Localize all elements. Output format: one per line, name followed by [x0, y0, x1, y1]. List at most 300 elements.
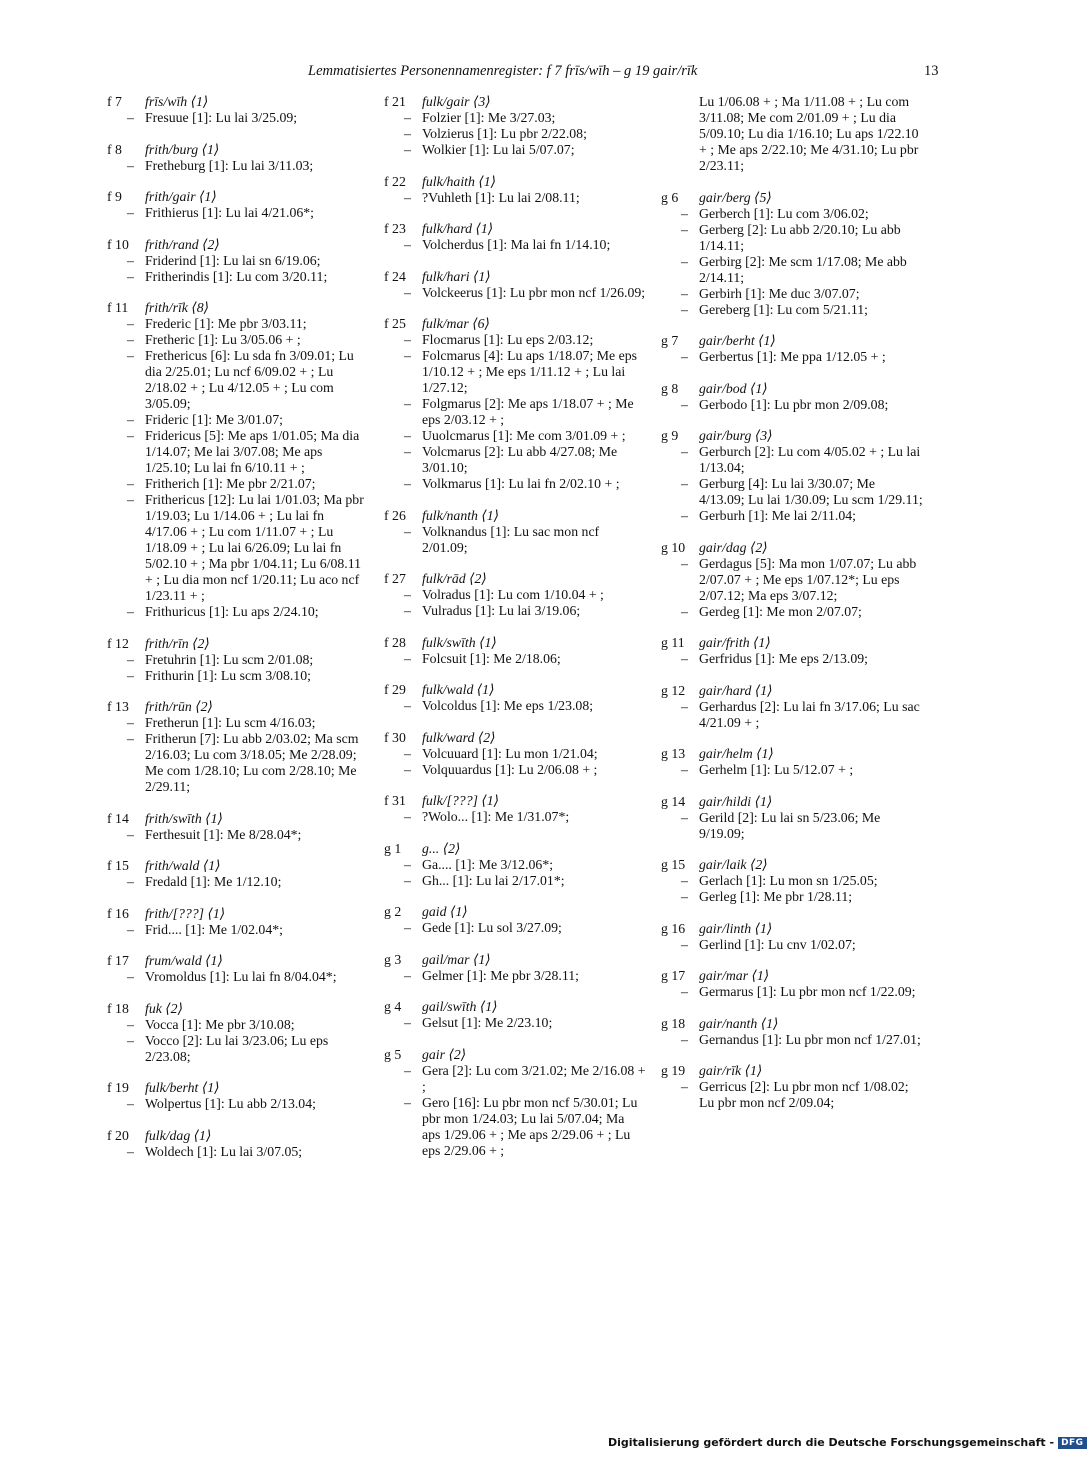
register-entry	[384, 174, 646, 206]
subentry	[107, 428, 369, 476]
entry-code: f 7	[107, 94, 122, 109]
subentry-dash: –	[127, 1016, 134, 1032]
subentry	[384, 651, 646, 667]
subentry-dash: –	[404, 745, 411, 761]
register-entry	[384, 904, 646, 936]
subentry-text: Folcmarus [4]: Lu aps 1/18.07; Me eps 1/10.12 + ; Me eps 1/11.12 + ; Lu lai 1/27.12;	[422, 348, 637, 395]
register-entry	[384, 1047, 646, 1159]
entry-lemma: fulk/dag ⟨1⟩	[145, 1127, 212, 1143]
entry-lemma: fulk/swīth ⟨1⟩	[422, 634, 497, 650]
entry-lemma: gail/mar ⟨1⟩	[422, 951, 491, 967]
subentry-dash: –	[127, 1032, 134, 1048]
subentry-text: Gereberg [1]: Lu com 5/21.11;	[699, 301, 868, 317]
subentry-dash: –	[681, 762, 688, 777]
register-entry	[661, 94, 923, 174]
subentry-text: Volcmarus [2]: Lu abb 4/27.08; Me 3/01.10;	[422, 444, 618, 475]
subentry-dash: –	[127, 921, 134, 937]
subentry-text: Folzier [1]: Me 3/27.03;	[422, 110, 556, 125]
subentry-dash: –	[127, 252, 134, 268]
subentry-text: Volcuuard [1]: Lu mon 1/21.04;	[422, 745, 598, 761]
subentry-text: Fretheric [1]: Lu 3/05.06 + ;	[145, 332, 301, 347]
subentry-dash: –	[127, 205, 134, 220]
subentry-dash: –	[404, 189, 411, 205]
subentry-dash: –	[681, 1079, 688, 1094]
subentry-text: Vromoldus [1]: Lu lai fn 8/04.04*;	[145, 969, 337, 984]
entry-lemma: gair/hard ⟨1⟩	[699, 682, 773, 698]
subentry-dash: –	[127, 826, 134, 842]
entry-code: g 10	[661, 539, 686, 555]
entry-code: g 1	[384, 840, 402, 856]
entry-lemma: fulk/wald ⟨1⟩	[422, 682, 495, 697]
entry-heading	[384, 174, 646, 190]
subentry-dash: –	[681, 809, 688, 825]
subentry	[661, 222, 923, 254]
entry-lemma: gair/frith ⟨1⟩	[699, 635, 771, 650]
subentry-text: Gerhelm [1]: Lu 5/12.07 + ;	[699, 762, 854, 777]
register-entry	[661, 968, 923, 1000]
entry-code: f 15	[107, 858, 129, 873]
subentry	[661, 889, 923, 905]
entry-heading	[661, 794, 923, 810]
entry-lemma: gair/dag ⟨2⟩	[699, 539, 768, 555]
subentry-dash: –	[681, 396, 688, 412]
subentry-text: Gero [16]: Lu pbr mon ncf 5/30.01; Lu pbr mon 1/24.03; Lu lai 5/07.04; Ma aps 1/29.06 + ; Me aps 2/29.06 + ; Lu eps 2/29.06 + ;	[422, 1094, 638, 1158]
subentry-dash: –	[681, 936, 688, 952]
subentry-text: Gerburh [1]: Me lai 2/11.04;	[699, 508, 856, 523]
entry-heading	[107, 906, 369, 922]
subentry	[107, 332, 369, 348]
register-entry	[661, 794, 923, 842]
subentry-text: Frid.... [1]: Me 1/02.04*;	[145, 921, 283, 937]
subentry-text: Volckeerus [1]: Lu pbr mon ncf 1/26.09;	[422, 284, 646, 300]
subentry-dash: –	[404, 284, 411, 300]
entry-lemma: frith/swīth ⟨1⟩	[145, 810, 223, 826]
subentry	[107, 1017, 369, 1033]
register-entry	[107, 636, 369, 684]
subentry-dash: –	[681, 555, 688, 571]
subentry-dash: –	[127, 412, 134, 427]
subentry	[107, 269, 369, 285]
subentry	[384, 1015, 646, 1031]
entry-lemma: gair/bod ⟨1⟩	[699, 380, 768, 396]
subentry-text: Gerburg [4]: Lu lai 3/30.07; Me 4/13.09; Lu lai 1/30.09; Lu scm 1/29.11;	[699, 476, 923, 507]
entry-code: f 19	[107, 1080, 129, 1095]
entry-lemma: frith/rūn ⟨2⟩	[145, 699, 213, 714]
subentry-dash: –	[404, 809, 411, 824]
entry-lemma: fulk/haith ⟨1⟩	[422, 173, 496, 189]
subentry	[661, 206, 923, 222]
subentry-text: Wolpertus [1]: Lu abb 2/13.04;	[145, 1096, 316, 1111]
subentry-dash: –	[681, 349, 688, 364]
subentry	[107, 827, 369, 843]
entry-heading	[107, 1128, 369, 1144]
entry-code: g 15	[661, 857, 686, 872]
entry-heading	[384, 793, 646, 809]
subentry-dash: –	[681, 651, 688, 666]
subentry-dash: –	[127, 969, 134, 984]
subentry-text: Gerleg [1]: Me pbr 1/28.11;	[699, 889, 853, 904]
subentry	[107, 412, 369, 428]
subentry-text: Vocco [2]: Lu lai 3/23.06; Lu eps 2/23.08;	[145, 1032, 329, 1064]
subentry	[661, 508, 923, 524]
subentry-text: Gera [2]: Lu com 3/21.02; Me 2/16.08 + ;	[422, 1062, 646, 1094]
subentry	[107, 1096, 369, 1112]
register-entry	[384, 952, 646, 984]
subentry-text: Germarus [1]: Lu pbr mon ncf 1/22.09;	[699, 984, 916, 999]
register-entry	[384, 94, 646, 158]
subentry-text: Frithericus [12]: Lu lai 1/01.03; Ma pbr 1/19.03; Lu 1/14.06 + ; Lu lai fn 4/17.06 + ; Lu com 1/11.07 + ; Lu 1/18.09 + ; Lu lai 6/26.09; Lu lai fn 5/02.10 + ; Ma pbr 1/04.11; Lu 6/08.11 + ; Lu dia mon ncf 1/20.11; Lu aco ncf 1/23.11 + ;	[145, 492, 364, 603]
entry-heading	[661, 381, 923, 397]
entry-lemma: frīs/wīh ⟨1⟩	[145, 94, 209, 109]
entry-lemma: gair/laik ⟨2⟩	[699, 857, 768, 872]
entry-lemma: frith/rīk ⟨8⟩	[145, 300, 210, 315]
subentry-text: Gerbirh [1]: Me duc 3/07.07;	[699, 285, 860, 301]
subentry	[384, 920, 646, 936]
subentry-dash: –	[404, 396, 411, 411]
subentry-dash: –	[127, 651, 134, 667]
subentry-dash: –	[404, 476, 411, 491]
subentry-text: Fretherun [1]: Lu scm 4/16.03;	[145, 715, 316, 730]
subentry-text: Fretheburg [1]: Lu lai 3/11.03;	[145, 157, 314, 173]
subentry-text: Volcherdus [1]: Ma lai fn 1/14.10;	[422, 237, 611, 252]
register-entry	[107, 300, 369, 620]
entry-lemma: frith/rīn ⟨2⟩	[145, 635, 210, 651]
entry-code: f 13	[107, 699, 129, 714]
subentry-dash: –	[127, 715, 134, 730]
subentry-dash: –	[127, 1143, 134, 1159]
subentry-text: Frithierus [1]: Lu lai 4/21.06*;	[145, 205, 314, 220]
subentry-dash: –	[404, 348, 411, 363]
subentry-text: Folgmarus [2]: Me aps 1/18.07 + ; Me eps 2/03.12 + ;	[422, 396, 634, 427]
entry-heading	[384, 508, 646, 524]
subentry	[661, 699, 923, 731]
entry-code: f 25	[384, 316, 406, 331]
entry-heading	[384, 999, 646, 1015]
register-entry	[384, 793, 646, 825]
entry-code: f 26	[384, 507, 406, 523]
register-entry	[661, 428, 923, 524]
entry-code: g 3	[384, 951, 402, 967]
register-entry	[384, 571, 646, 619]
entry-heading	[384, 682, 646, 698]
entry-heading	[384, 94, 646, 110]
subentry-dash: –	[681, 301, 688, 317]
entry-code: f 14	[107, 810, 129, 826]
subentry	[661, 651, 923, 667]
entry-code: g 16	[661, 920, 686, 936]
subentry-dash: –	[681, 984, 688, 999]
subentry-dash: –	[127, 332, 134, 347]
entry-lemma: frith/[???] ⟨1⟩	[145, 905, 226, 921]
subentry	[384, 444, 646, 476]
entry-heading	[384, 316, 646, 332]
subentry	[661, 762, 923, 778]
subentry-dash: –	[127, 348, 134, 363]
subentry	[384, 603, 646, 619]
subentry	[384, 428, 646, 444]
subentry	[384, 809, 646, 825]
entry-code: g 19	[661, 1063, 686, 1078]
subentry-text: Frethericus [6]: Lu sda fn 3/09.01; Lu dia 2/25.01; Lu ncf 6/09.02 + ; Lu 2/18.02 + ; Lu 4/12.05 + ; Lu com 3/05.09;	[145, 348, 354, 411]
subentry-dash: –	[404, 126, 411, 141]
subentry-text: Woldech [1]: Lu lai 3/07.05;	[145, 1143, 303, 1159]
subentry	[384, 126, 646, 142]
subentry-text: Gerburch [2]: Lu com 4/05.02 + ; Lu lai 1/13.04;	[699, 444, 921, 475]
subentry-dash: –	[127, 667, 134, 683]
subentry	[661, 286, 923, 302]
subentry	[384, 1095, 646, 1159]
subentry-dash: –	[127, 492, 134, 507]
register-entry	[661, 381, 923, 413]
subentry-dash: –	[127, 874, 134, 889]
entry-code: f 28	[384, 634, 406, 650]
subentry-dash: –	[127, 268, 134, 284]
subentry-text: Vocca [1]: Me pbr 3/10.08;	[145, 1016, 295, 1032]
entry-heading	[661, 428, 923, 444]
subentry-dash: –	[681, 221, 688, 237]
subentry-dash: –	[681, 476, 688, 491]
register-entry	[384, 682, 646, 714]
entry-lemma: frum/wald ⟨1⟩	[145, 953, 223, 968]
register-entry	[107, 1080, 369, 1112]
subentry	[661, 349, 923, 365]
subentry	[661, 444, 923, 476]
entry-code: f 17	[107, 953, 129, 968]
subentry	[384, 587, 646, 603]
register-entry	[384, 635, 646, 667]
subentry	[107, 316, 369, 332]
register-entry	[107, 1001, 369, 1065]
entry-heading	[107, 858, 369, 874]
subentry-text: Fritherindis [1]: Lu com 3/20.11;	[145, 268, 328, 284]
entry-code: f 16	[107, 905, 129, 921]
subentry-text: Volradus [1]: Lu com 1/10.04 + ;	[422, 587, 604, 602]
subentry-dash: –	[681, 205, 688, 221]
subentry	[107, 604, 369, 620]
subentry-dash: –	[404, 1094, 411, 1110]
entry-code: g 18	[661, 1015, 686, 1031]
entry-heading	[107, 300, 369, 316]
subentry	[661, 937, 923, 953]
subentry-text: Ferthesuit [1]: Me 8/28.04*;	[145, 826, 302, 842]
entry-lemma: fulk/hari ⟨1⟩	[422, 268, 491, 284]
subentry-dash: –	[404, 698, 411, 713]
subentry-text: Volquuardus [1]: Lu 2/06.08 + ;	[422, 761, 598, 777]
subentry	[384, 476, 646, 492]
entry-code: f 8	[107, 141, 122, 157]
subentry-dash: –	[404, 856, 411, 872]
subentry-dash: –	[404, 761, 411, 777]
subentry-dash: –	[404, 332, 411, 347]
register-entry	[107, 699, 369, 795]
register-entry	[661, 1063, 923, 1111]
entry-lemma: fulk/mar ⟨6⟩	[422, 316, 490, 331]
entry-code: f 18	[107, 1000, 129, 1016]
entry-heading	[107, 142, 369, 158]
entry-heading	[107, 636, 369, 652]
entry-lemma: gair/mar ⟨1⟩	[699, 968, 770, 983]
subentry-text: Frithurin [1]: Lu scm 3/08.10;	[145, 667, 311, 683]
entry-code: g 5	[384, 1046, 402, 1062]
entry-heading	[107, 1080, 369, 1096]
register-entry	[107, 953, 369, 985]
entry-code: f 23	[384, 221, 406, 236]
register-entry	[661, 333, 923, 365]
subentry-text: ?Wolo... [1]: Me 1/31.07*;	[422, 809, 570, 824]
subentry-dash: –	[681, 253, 688, 269]
subentry-text: Volzierus [1]: Lu pbr 2/22.08;	[422, 126, 587, 141]
subentry	[107, 476, 369, 492]
subentry	[107, 492, 369, 604]
subentry	[107, 158, 369, 174]
register-column-2	[384, 94, 646, 1174]
entry-heading	[107, 1001, 369, 1017]
subentry-dash: –	[404, 142, 411, 157]
page-number: 13	[924, 63, 939, 79]
subentry-dash: –	[127, 604, 134, 619]
register-column-3	[661, 94, 923, 1127]
subentry	[661, 1032, 923, 1048]
subentry	[107, 715, 369, 731]
subentry-text: Gerdagus [5]: Ma mon 1/07.07; Lu abb 2/07.07 + ; Me eps 1/07.12*; Lu eps 2/07.12; Ma eps 3/07.12;	[699, 555, 917, 603]
subentry-text: Gerbirg [2]: Me scm 1/17.08; Me abb 2/14.11;	[699, 253, 907, 285]
entry-lemma: fulk/hard ⟨1⟩	[422, 221, 494, 236]
entry-heading	[107, 189, 369, 205]
entry-lemma: frith/rand ⟨2⟩	[145, 236, 220, 252]
subentry-text: Gerbodo [1]: Lu pbr mon 2/09.08;	[699, 396, 889, 412]
register-entry	[107, 1128, 369, 1160]
subentry	[384, 857, 646, 873]
entry-lemma: fuk ⟨2⟩	[145, 1000, 183, 1016]
entry-heading	[384, 571, 646, 587]
subentry-text: Folcsuit [1]: Me 2/18.06;	[422, 650, 561, 666]
subentry-text: Uuolcmarus [1]: Me com 3/01.09 + ;	[422, 428, 626, 443]
subentry-text: Fridericus [5]: Me aps 1/01.05; Ma dia 1/14.07; Me lai 3/07.08; Me aps 1/25.10; Lu lai fn 6/10.11 + ;	[145, 428, 360, 475]
subentry-dash: –	[404, 650, 411, 666]
register-entry	[384, 221, 646, 253]
subentry-text: Lu 1/06.08 + ; Ma 1/11.08 + ; Lu com 3/11.08; Me com 2/01.09 + ; Lu dia 5/09.10; Lu dia 1/16.10; Lu aps 1/22.10 + ; Me aps 2/22.10; Me 4/31.10; Lu pbr 2/23.11;	[699, 94, 919, 173]
entry-heading	[661, 921, 923, 937]
register-entry	[384, 269, 646, 301]
entry-code: f 22	[384, 173, 406, 189]
entry-lemma: gair/berht ⟨1⟩	[699, 333, 776, 348]
entry-lemma: fulk/nanth ⟨1⟩	[422, 507, 500, 523]
subentry	[107, 922, 369, 938]
subentry-text: Gelsut [1]: Me 2/23.10;	[422, 1015, 553, 1030]
subentry-text: Frederic [1]: Me pbr 3/03.11;	[145, 316, 307, 331]
subentry	[107, 969, 369, 985]
entry-heading	[107, 237, 369, 253]
entry-code: f 20	[107, 1127, 129, 1143]
subentry	[384, 1063, 646, 1095]
subentry-dash: –	[404, 587, 411, 602]
subentry-text: Gerbertus [1]: Me ppa 1/12.05 + ;	[699, 349, 886, 364]
subentry	[107, 874, 369, 890]
subentry	[384, 396, 646, 428]
entry-code: g 8	[661, 380, 679, 396]
subentry-text: Gh... [1]: Lu lai 2/17.01*;	[422, 872, 565, 888]
subentry-text: Flocmarus [1]: Lu eps 2/03.12;	[422, 332, 594, 347]
subentry	[384, 968, 646, 984]
subentry	[107, 348, 369, 412]
subentry-dash: –	[404, 603, 411, 618]
entry-lemma: gair/rīk ⟨1⟩	[699, 1063, 763, 1078]
subentry	[384, 762, 646, 778]
entry-code: g 12	[661, 682, 686, 698]
subentry-text: Gede [1]: Lu sol 3/27.09;	[422, 920, 562, 935]
subentry-dash: –	[404, 1062, 411, 1078]
subentry	[661, 873, 923, 889]
subentry	[661, 397, 923, 413]
subentry-text: Gerberg [2]: Lu abb 2/20.10; Lu abb 1/14.11;	[699, 221, 901, 253]
subentry	[661, 476, 923, 508]
entry-lemma: fulk/gair ⟨3⟩	[422, 94, 491, 109]
subentry-dash: –	[404, 523, 411, 539]
register-entry	[384, 508, 646, 556]
entry-code: g 11	[661, 635, 685, 650]
subentry	[384, 746, 646, 762]
register-entry	[661, 190, 923, 318]
register-entry	[384, 999, 646, 1031]
entry-code: f 10	[107, 236, 129, 252]
subentry-dash: –	[127, 316, 134, 331]
subentry-dash: –	[681, 508, 688, 523]
subentry-dash: –	[404, 110, 411, 125]
subentry	[661, 302, 923, 318]
entry-heading	[384, 730, 646, 746]
subentry-text: Fresuue [1]: Lu lai 3/25.09;	[145, 110, 298, 125]
subentry-dash: –	[404, 444, 411, 459]
subentry-text: Ga.... [1]: Me 3/12.06*;	[422, 856, 554, 872]
subentry-dash: –	[127, 428, 134, 443]
subentry	[661, 254, 923, 286]
continued-subentry	[661, 94, 923, 174]
subentry-text: Gerricus [2]: Lu pbr mon ncf 1/08.02; Lu pbr mon ncf 2/09.04;	[699, 1079, 909, 1110]
entry-heading	[661, 190, 923, 206]
entry-code: g 4	[384, 999, 402, 1014]
entry-heading	[661, 968, 923, 984]
dfg-logo: DFG	[1058, 1437, 1087, 1449]
register-entry	[661, 683, 923, 731]
subentry-text: Friderind [1]: Lu lai sn 6/19.06;	[145, 252, 321, 268]
subentry-dash: –	[404, 1015, 411, 1030]
subentry-dash: –	[404, 967, 411, 983]
entry-heading	[107, 699, 369, 715]
register-entry	[661, 635, 923, 667]
register-entry	[107, 858, 369, 890]
subentry	[384, 142, 646, 158]
entry-heading	[384, 635, 646, 651]
entry-lemma: gair/nanth ⟨1⟩	[699, 1015, 779, 1031]
running-header	[0, 63, 1000, 83]
subentry-text: Gerberch [1]: Lu com 3/06.02;	[699, 205, 869, 221]
entry-lemma: gair/burg ⟨3⟩	[699, 428, 773, 443]
entry-code: f 24	[384, 268, 406, 284]
register-entry	[661, 921, 923, 953]
entry-heading	[661, 540, 923, 556]
subentry	[107, 205, 369, 221]
entry-heading	[384, 221, 646, 237]
entry-heading	[661, 857, 923, 873]
subentry-dash: –	[681, 698, 688, 714]
entry-heading	[661, 635, 923, 651]
subentry	[107, 652, 369, 668]
subentry-text: Wolkier [1]: Lu lai 5/07.07;	[422, 142, 575, 157]
entry-code: f 9	[107, 189, 122, 204]
subentry-text: Fritherun [7]: Lu abb 2/03.02; Ma scm 2/16.03; Lu com 3/18.05; Me 2/28.09; Me com 1/28.10; Lu com 2/28.10; Me 2/29.11;	[145, 731, 359, 794]
register-entry	[107, 237, 369, 285]
entry-lemma: fulk/[???] ⟨1⟩	[422, 793, 500, 808]
